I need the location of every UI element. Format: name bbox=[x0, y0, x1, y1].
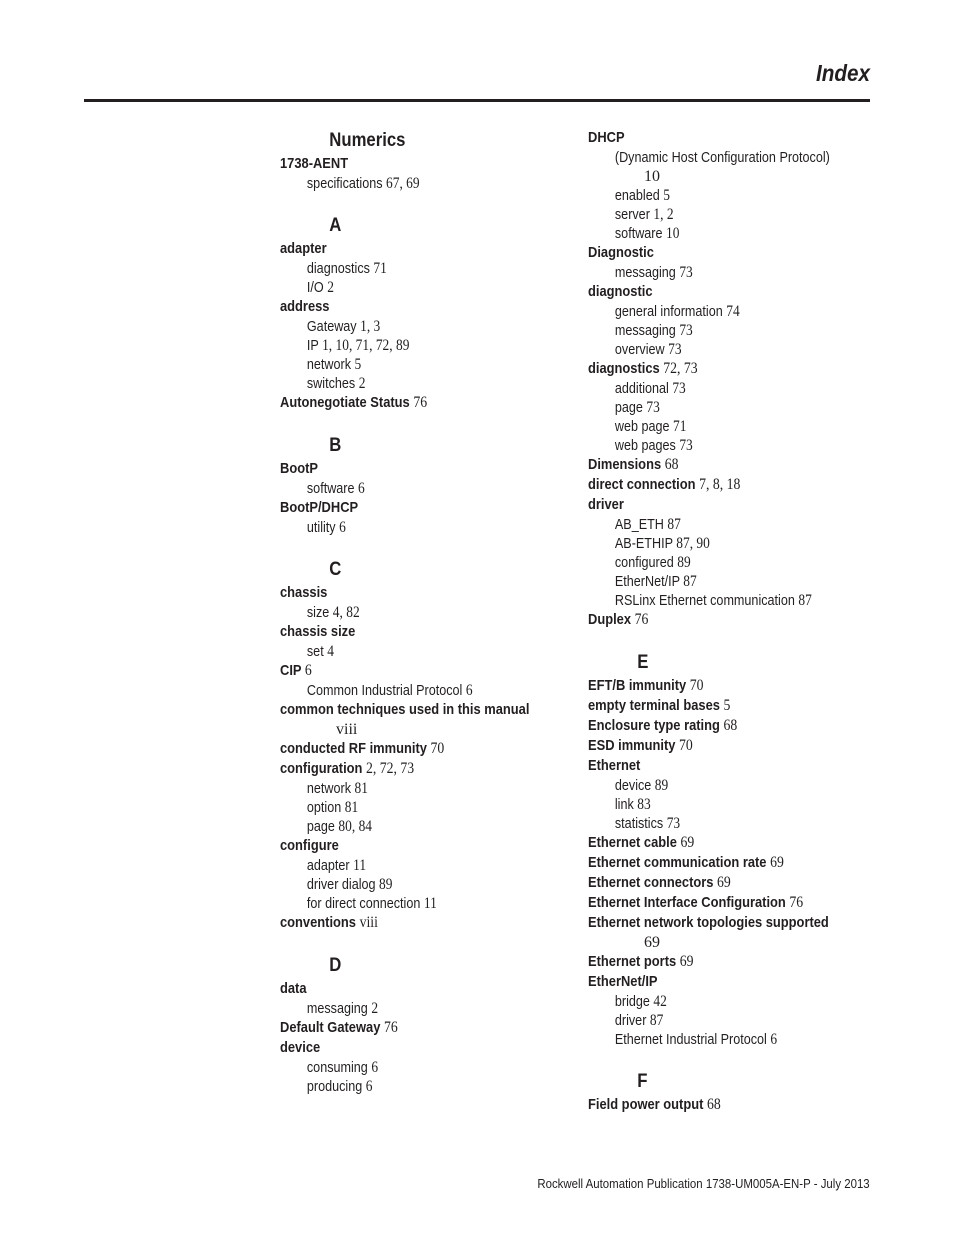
index-term: Field power output bbox=[588, 1096, 704, 1113]
page-references: 89 bbox=[677, 554, 691, 571]
index-main-entry bbox=[280, 239, 525, 259]
index-term: data bbox=[280, 980, 307, 997]
index-main-entry bbox=[280, 979, 525, 999]
index-subterm: network bbox=[306, 356, 352, 373]
index-subterm: Ethernet Industrial Protocol bbox=[614, 1031, 767, 1048]
index-subterm: bridge bbox=[614, 993, 650, 1010]
index-term: CIP bbox=[280, 662, 302, 679]
index-main-entry bbox=[588, 756, 837, 776]
page-references: 7, 8, 18 bbox=[699, 476, 741, 493]
index-sub-entry bbox=[280, 798, 519, 817]
index-sub-entry bbox=[280, 817, 519, 836]
index-term: direct connection bbox=[588, 476, 696, 493]
index-sub-entry bbox=[588, 417, 832, 436]
index-term: diagnostic bbox=[588, 283, 653, 300]
page-references: viii bbox=[359, 914, 378, 931]
index-main-entry bbox=[588, 972, 837, 992]
index-sub-entry bbox=[588, 379, 832, 398]
index-subterm: additional bbox=[614, 380, 669, 397]
page-references: 2 bbox=[358, 375, 366, 392]
index-sub-entry bbox=[588, 515, 832, 534]
index-term: 1738-AENT bbox=[280, 155, 349, 172]
index-sub-entry bbox=[280, 1077, 519, 1096]
page-references: 68 bbox=[706, 1096, 721, 1113]
page-references: 42 bbox=[653, 993, 667, 1010]
index-subterm: page bbox=[306, 818, 335, 835]
index-sub-entry bbox=[588, 398, 832, 417]
page-references: 2 bbox=[371, 1000, 379, 1017]
index-subterm: web pages bbox=[614, 437, 676, 454]
index-subterm: messaging bbox=[614, 322, 676, 339]
page-references: 6 bbox=[304, 662, 312, 679]
page-references: 73 bbox=[646, 399, 660, 416]
index-subterm: device bbox=[614, 777, 652, 794]
page-references: 10 bbox=[666, 225, 680, 242]
index-sub-entry bbox=[588, 302, 832, 321]
index-main-entry bbox=[280, 739, 525, 759]
index-subterm: web page bbox=[614, 418, 670, 435]
page-title: Index bbox=[815, 60, 870, 86]
index-section-letter: Numerics bbox=[329, 130, 406, 151]
index-main-entry bbox=[280, 622, 525, 642]
index-term: Duplex bbox=[588, 611, 632, 628]
index-subterm: statistics bbox=[614, 815, 664, 832]
index-term: driver bbox=[588, 496, 624, 513]
index-section-letter: B bbox=[329, 435, 342, 456]
index-term: BootP bbox=[280, 460, 318, 477]
index-sub-entry bbox=[588, 795, 832, 814]
index-subterm: software bbox=[306, 480, 355, 497]
index-main-entry bbox=[280, 459, 525, 479]
index-subterm: link bbox=[614, 796, 634, 813]
page-references: 70 bbox=[689, 677, 704, 694]
publication-footer: Rockwell Automation Publication 1738-UM005A-EN-P - July 2013 bbox=[537, 1176, 870, 1191]
page-references: 89 bbox=[379, 876, 393, 893]
header-rule bbox=[84, 99, 870, 102]
index-entry-list bbox=[588, 128, 878, 1115]
index-main-entry bbox=[588, 359, 837, 379]
index-sub-entry bbox=[280, 999, 519, 1018]
page-references: 1, 3 bbox=[360, 318, 381, 335]
index-subterm: overview bbox=[614, 341, 665, 358]
index-sub-entry bbox=[588, 148, 832, 167]
index-section-letter: D bbox=[329, 955, 342, 976]
index-sub-entry bbox=[588, 814, 832, 833]
index-sub-entry bbox=[588, 992, 832, 1011]
page-references: 2, 72, 73 bbox=[366, 760, 415, 777]
page-references: 6 bbox=[365, 1078, 373, 1095]
index-main-entry bbox=[588, 853, 837, 873]
index-sub-entry bbox=[280, 259, 519, 278]
index-subterm: enabled bbox=[614, 187, 660, 204]
index-subterm: EtherNet/IP bbox=[614, 573, 680, 590]
page-references: 5 bbox=[354, 356, 362, 373]
page-references: 6 bbox=[358, 480, 365, 497]
page-references: 83 bbox=[637, 796, 651, 813]
index-term: chassis bbox=[280, 584, 328, 601]
index-main-entry bbox=[280, 393, 525, 413]
index-sub-entry bbox=[588, 205, 832, 224]
index-term: Ethernet connectors bbox=[588, 874, 714, 891]
index-sub-entry bbox=[280, 317, 519, 336]
index-main-entry bbox=[588, 913, 837, 933]
index-term: Ethernet Interface Configuration bbox=[588, 894, 786, 911]
index-main-entry bbox=[588, 495, 837, 515]
page-references: 72, 73 bbox=[663, 360, 698, 377]
index-subterm: driver bbox=[614, 1012, 647, 1029]
page-references: 4, 82 bbox=[332, 604, 360, 621]
index-main-entry bbox=[588, 1095, 837, 1115]
index-main-entry bbox=[280, 154, 525, 174]
index-sub-entry bbox=[280, 856, 519, 875]
index-main-entry bbox=[588, 736, 837, 756]
index-sub-entry bbox=[280, 174, 519, 193]
index-main-entry bbox=[588, 873, 837, 893]
index-sub-entry bbox=[588, 186, 832, 205]
index-column-right bbox=[588, 128, 878, 1115]
index-term: configure bbox=[280, 837, 339, 854]
index-term: Default Gateway bbox=[280, 1019, 381, 1036]
index-term: Ethernet ports bbox=[588, 953, 677, 970]
index-main-entry bbox=[280, 297, 525, 317]
index-subterm: driver dialog bbox=[306, 876, 376, 893]
page-references: 76 bbox=[789, 894, 804, 911]
index-main-entry bbox=[588, 475, 837, 495]
page-references: 76 bbox=[383, 1019, 398, 1036]
index-sub-entry bbox=[280, 518, 519, 537]
index-term: adapter bbox=[280, 240, 327, 257]
index-term: BootP/DHCP bbox=[280, 499, 359, 516]
page-references: 1, 10, 71, 72, 89 bbox=[322, 337, 410, 354]
page-references-continued: viii bbox=[336, 721, 358, 738]
index-subterm: messaging bbox=[614, 264, 676, 281]
index-main-entry bbox=[588, 676, 837, 696]
index-sub-entry bbox=[588, 224, 832, 243]
page-references: 2 bbox=[327, 279, 334, 296]
index-subterm: size bbox=[306, 604, 330, 621]
page-references: 74 bbox=[726, 303, 740, 320]
index-main-entry bbox=[280, 836, 525, 856]
index-main-entry bbox=[588, 128, 837, 148]
page-references: 80, 84 bbox=[338, 818, 373, 835]
index-main-entry bbox=[588, 893, 837, 913]
index-sub-entry bbox=[588, 572, 832, 591]
index-term: EtherNet/IP bbox=[588, 973, 658, 990]
page-references: 70 bbox=[679, 737, 693, 754]
index-main-entry bbox=[280, 1038, 525, 1058]
index-subterm: page bbox=[614, 399, 643, 416]
index-subterm: option bbox=[306, 799, 342, 816]
index-term: Ethernet cable bbox=[588, 834, 677, 851]
index-entry-list bbox=[280, 128, 565, 1096]
index-term: ESD immunity bbox=[588, 737, 676, 754]
index-subterm: for direct connection bbox=[306, 895, 421, 912]
index-sub-entry bbox=[280, 875, 519, 894]
index-main-entry bbox=[280, 700, 530, 720]
index-sub-entry bbox=[588, 534, 832, 553]
index-main-entry bbox=[280, 759, 525, 779]
index-term: conducted RF immunity bbox=[280, 740, 427, 757]
page-references: 11 bbox=[423, 895, 437, 912]
index-term: configuration bbox=[280, 760, 363, 777]
index-sub-entry bbox=[280, 374, 519, 393]
index-subterm: general information bbox=[614, 303, 723, 320]
page-references: 76 bbox=[634, 611, 649, 628]
page-references: 69 bbox=[717, 874, 731, 891]
index-term: Diagnostic bbox=[588, 244, 654, 261]
page-references: 87 bbox=[798, 592, 812, 609]
index-subterm: network bbox=[306, 780, 352, 797]
page-references: 6 bbox=[339, 519, 346, 536]
page-references: 5 bbox=[663, 187, 670, 204]
index-sub-entry bbox=[280, 642, 519, 661]
index-subterm: IP bbox=[306, 337, 319, 354]
index-subterm: server bbox=[614, 206, 650, 223]
index-subterm: software bbox=[614, 225, 663, 242]
index-main-entry bbox=[588, 610, 837, 630]
index-column-left bbox=[280, 128, 565, 1096]
page-references: 73 bbox=[666, 815, 681, 832]
page-references: 76 bbox=[413, 394, 428, 411]
page-references: 69 bbox=[679, 953, 694, 970]
page-references: 6 bbox=[465, 682, 473, 699]
page-references: 73 bbox=[679, 322, 693, 339]
page-references: 73 bbox=[668, 341, 682, 358]
page-references: 5 bbox=[723, 697, 731, 714]
page-references-continued: 69 bbox=[644, 934, 660, 951]
index-sub-entry bbox=[280, 278, 519, 297]
index-section-letter: E bbox=[637, 652, 649, 673]
index-main-entry bbox=[588, 696, 837, 716]
index-subterm: (Dynamic Host Configuration Protocol) bbox=[614, 149, 830, 166]
index-term: Ethernet network topologies supported bbox=[588, 914, 829, 931]
index-sub-entry bbox=[588, 321, 832, 340]
page-references: 71 bbox=[373, 260, 387, 277]
index-sub-entry bbox=[280, 681, 519, 700]
index-term: device bbox=[280, 1039, 321, 1056]
page-references: 87, 90 bbox=[676, 535, 710, 552]
page-references: 67, 69 bbox=[386, 175, 420, 192]
index-section-letter: F bbox=[637, 1071, 648, 1092]
page-references: 6 bbox=[770, 1031, 778, 1048]
index-sub-entry bbox=[588, 591, 832, 610]
index-subterm: set bbox=[306, 643, 324, 660]
index-sub-entry bbox=[280, 479, 519, 498]
index-subterm: consuming bbox=[306, 1059, 368, 1076]
index-main-entry bbox=[588, 455, 837, 475]
index-sub-entry bbox=[588, 1030, 832, 1049]
index-sub-entry bbox=[588, 436, 832, 455]
page-references: 73 bbox=[679, 264, 693, 281]
page-references: 87 bbox=[649, 1012, 664, 1029]
page-references-continued: 10 bbox=[644, 168, 660, 185]
index-term: Enclosure type rating bbox=[588, 717, 720, 734]
index-term: EFT/B immunity bbox=[588, 677, 687, 694]
index-sub-entry bbox=[280, 894, 519, 913]
index-term: DHCP bbox=[588, 129, 625, 146]
index-sub-entry bbox=[588, 263, 832, 282]
page-references: 87 bbox=[683, 573, 697, 590]
index-sub-entry bbox=[588, 553, 832, 572]
index-term: Autonegotiate Status bbox=[280, 394, 410, 411]
index-main-entry bbox=[280, 661, 525, 681]
page-references: 73 bbox=[672, 380, 686, 397]
index-subterm: AB-ETHIP bbox=[614, 535, 673, 552]
index-main-entry bbox=[588, 833, 837, 853]
index-term: empty terminal bases bbox=[588, 697, 720, 714]
page-references: 89 bbox=[654, 777, 669, 794]
index-term: address bbox=[280, 298, 330, 315]
index-sub-entry bbox=[280, 336, 519, 355]
index-main-entry bbox=[280, 583, 525, 603]
index-section-letter: C bbox=[329, 559, 342, 580]
index-term: Ethernet bbox=[588, 757, 641, 774]
page-references: 71 bbox=[673, 418, 687, 435]
page-references: 81 bbox=[344, 799, 359, 816]
index-subterm: utility bbox=[306, 519, 336, 536]
index-sub-entry bbox=[588, 776, 832, 795]
index-section-letter: A bbox=[329, 215, 342, 236]
index-subterm: I/O bbox=[306, 279, 324, 296]
index-subterm: AB_ETH bbox=[614, 516, 664, 533]
index-main-entry bbox=[588, 952, 837, 972]
index-main-entry bbox=[280, 498, 525, 518]
index-main-entry bbox=[588, 282, 837, 302]
index-subterm: messaging bbox=[306, 1000, 368, 1017]
page-references: 1, 2 bbox=[653, 206, 674, 223]
index-term: Ethernet communication rate bbox=[588, 854, 767, 871]
index-sub-entry bbox=[280, 603, 519, 622]
index-subterm: specifications bbox=[306, 175, 383, 192]
index-subterm: producing bbox=[306, 1078, 363, 1095]
page-references: 73 bbox=[679, 437, 693, 454]
index-term: common techniques used in this manual bbox=[280, 701, 530, 718]
page-references: 69 bbox=[770, 854, 784, 871]
page-references: 6 bbox=[371, 1059, 379, 1076]
page-references: 69 bbox=[680, 834, 695, 851]
index-term: chassis size bbox=[280, 623, 356, 640]
index-term: Dimensions bbox=[588, 456, 662, 473]
index-sub-entry bbox=[588, 1011, 832, 1030]
index-sub-entry bbox=[280, 1058, 519, 1077]
index-subterm: Gateway bbox=[306, 318, 357, 335]
index-main-entry bbox=[588, 716, 837, 736]
index-subterm: Common Industrial Protocol bbox=[306, 682, 463, 699]
page-references: 87 bbox=[667, 516, 681, 533]
page-references: 70 bbox=[430, 740, 445, 757]
index-term: conventions bbox=[280, 914, 356, 931]
page-references: 68 bbox=[723, 717, 738, 734]
index-subterm: adapter bbox=[306, 857, 350, 874]
index-sub-entry bbox=[280, 779, 519, 798]
index-sub-entry bbox=[588, 340, 832, 359]
index-term: diagnostics bbox=[588, 360, 660, 377]
page-references: 11 bbox=[353, 857, 367, 874]
page-references: 4 bbox=[327, 643, 334, 660]
index-subterm: RSLinx Ethernet communication bbox=[614, 592, 795, 609]
page-references: 68 bbox=[664, 456, 679, 473]
page-references: 81 bbox=[354, 780, 368, 797]
index-subterm: switches bbox=[306, 375, 356, 392]
index-subterm: configured bbox=[614, 554, 674, 571]
index-subterm: diagnostics bbox=[306, 260, 370, 277]
index-main-entry bbox=[280, 1018, 525, 1038]
index-main-entry bbox=[588, 243, 837, 263]
index-main-entry bbox=[280, 913, 525, 933]
index-sub-entry bbox=[280, 355, 519, 374]
